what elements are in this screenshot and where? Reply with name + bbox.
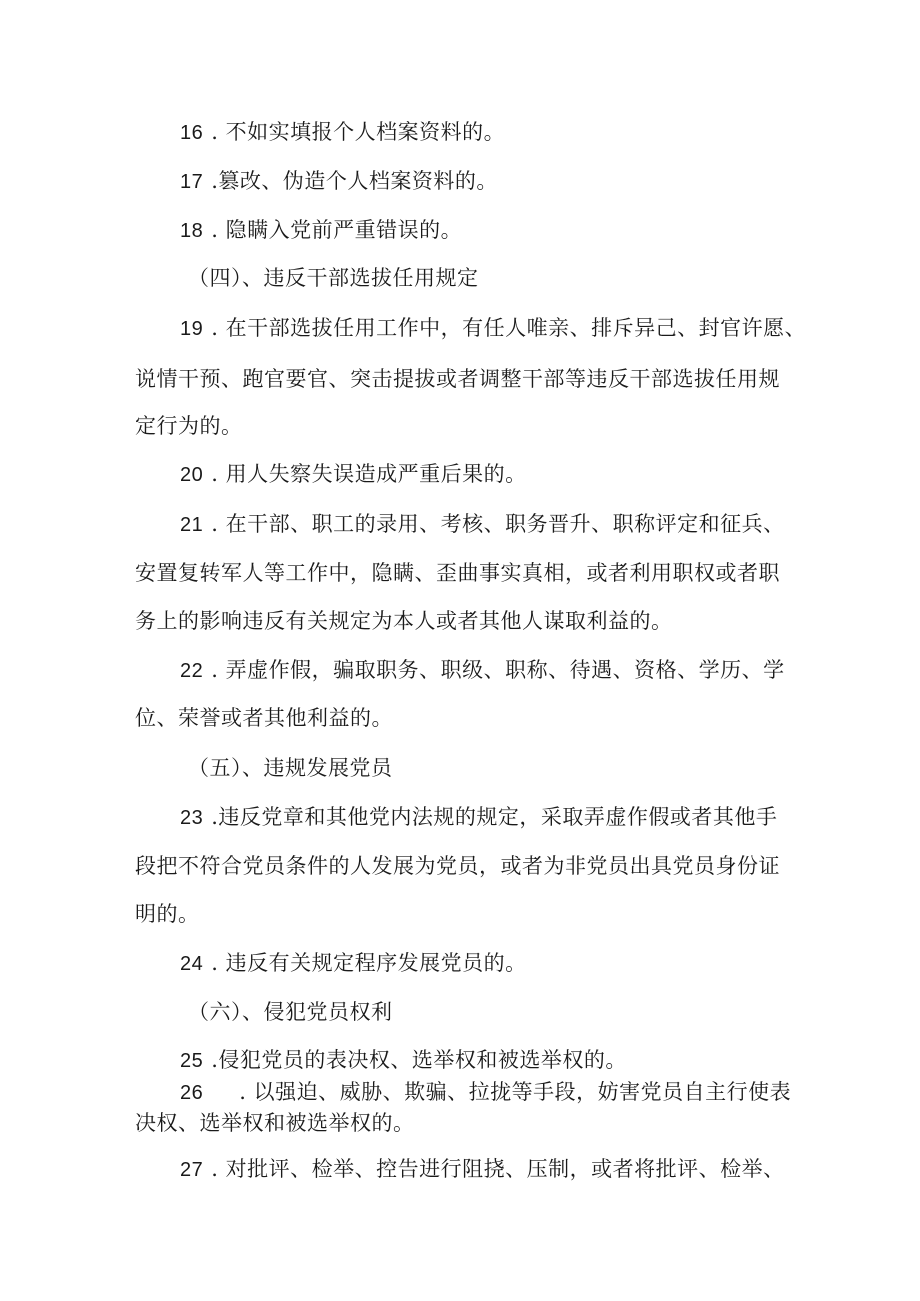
item-21	[180, 509, 785, 540]
item-19	[180, 313, 806, 344]
item-17	[180, 166, 498, 197]
item-27	[180, 1154, 785, 1185]
item-25	[180, 1045, 627, 1076]
item-number: 16	[180, 122, 204, 144]
item-text: . 对批评、检举、控告进行阻挠、压制，或者将批评、检举、	[211, 1157, 785, 1181]
item-number: 25	[180, 1050, 204, 1072]
item-26	[180, 1077, 791, 1108]
item-22-line-2: 位、荣誉或者其他利益的。	[135, 706, 393, 730]
item-21-line-3: 务上的影响违反有关规定为本人或者其他人谋取利益的。	[135, 609, 673, 633]
item-text: . 以强迫、威胁、欺骗、拉拢等手段，妨害党员自主行使表	[239, 1080, 792, 1104]
item-text: . 隐瞒入党前严重错误的。	[211, 218, 463, 242]
item-number: 26	[180, 1082, 204, 1104]
item-21-line-2: 安置复转军人等工作中，隐瞒、歪曲事实真相，或者利用职权或者职	[135, 561, 780, 585]
item-number: 17	[180, 171, 204, 193]
item-23-line-3: 明的。	[135, 902, 200, 926]
section-heading-5: （五）、违规发展党员	[188, 756, 393, 780]
item-22	[180, 655, 785, 686]
item-number: 27	[180, 1159, 204, 1181]
item-number: 21	[180, 514, 204, 536]
item-text: . 违反有关规定程序发展党员的。	[211, 951, 527, 975]
item-number: 23	[180, 807, 204, 829]
item-number: 24	[180, 953, 204, 975]
item-number: 20	[180, 464, 204, 486]
item-18	[180, 215, 462, 246]
item-19-line-3: 定行为的。	[135, 414, 243, 438]
section-heading-6: （六）、侵犯党员权利	[188, 1000, 393, 1024]
item-text: . 弄虚作假，骗取职务、职级、职称、待遇、资格、学历、学	[211, 658, 785, 682]
item-text: . 用人失察失误造成严重后果的。	[211, 462, 527, 486]
item-number: 18	[180, 220, 204, 242]
item-text: . 在干部、职工的录用、考核、职务晋升、职称评定和征兵、	[211, 512, 785, 536]
item-20	[180, 459, 527, 490]
item-number: 22	[180, 660, 204, 682]
item-number: 19	[180, 318, 204, 340]
item-text: . 在干部选拔任用工作中，有任人唯亲、排斥异己、封官许愿、	[211, 316, 807, 340]
item-text: .侵犯党员的表决权、选举权和被选举权的。	[211, 1048, 627, 1072]
item-16	[180, 117, 505, 148]
item-26-line-2: 决权、选举权和被选举权的。	[135, 1111, 415, 1135]
item-text: .篡改、伪造个人档案资料的。	[211, 169, 498, 193]
item-24	[180, 948, 527, 979]
item-23-line-2: 段把不符合党员条件的人发展为党员，或者为非党员出具党员身份证	[135, 854, 780, 878]
section-heading-4: （四）、违反干部选拔任用规定	[188, 266, 479, 290]
item-23	[180, 802, 777, 833]
item-text: . 不如实填报个人档案资料的。	[211, 120, 506, 144]
item-text: .违反党章和其他党内法规的规定，采取弄虚作假或者其他手	[211, 805, 778, 829]
item-19-line-2: 说情干预、跑官要官、突击提拔或者调整干部等违反干部选拔任用规	[135, 367, 780, 391]
